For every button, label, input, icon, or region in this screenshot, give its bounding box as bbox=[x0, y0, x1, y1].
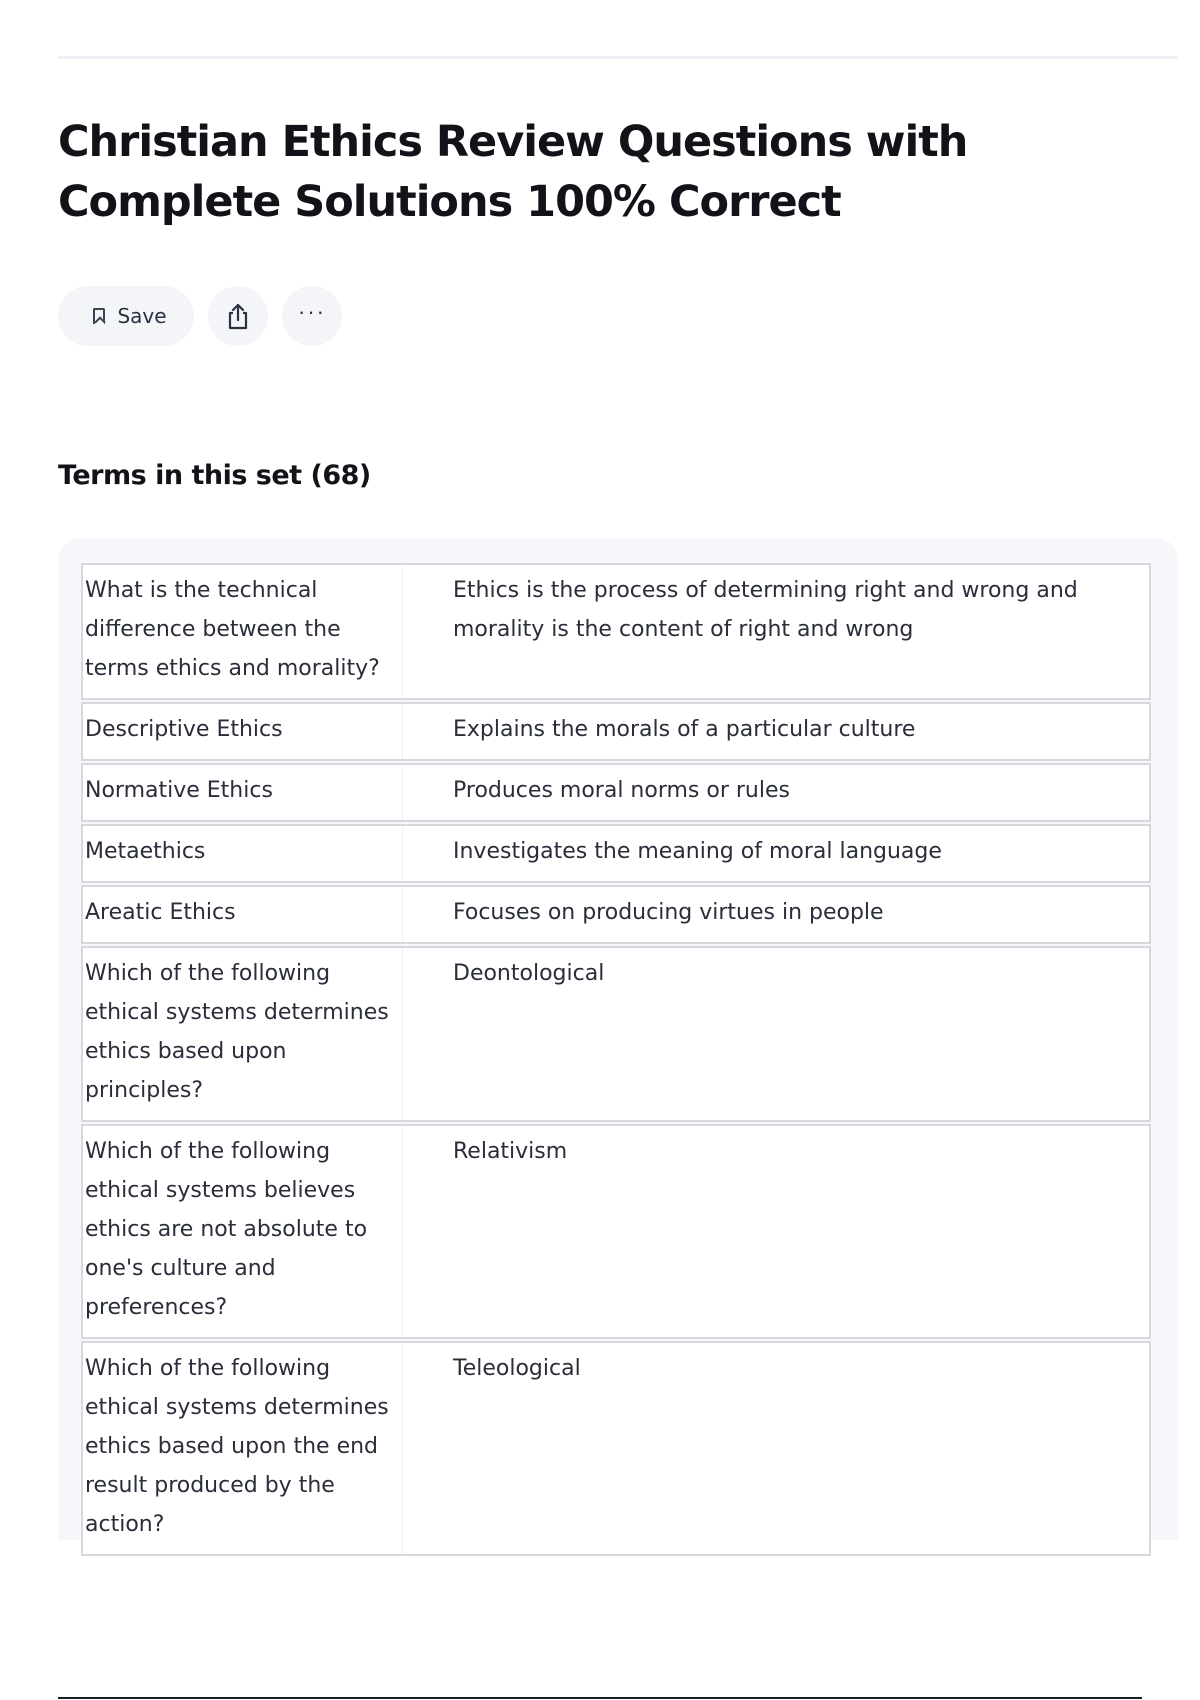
terms-heading: Terms in this set (68) bbox=[58, 460, 371, 491]
definition-cell: Focuses on producing virtues in people bbox=[453, 900, 884, 925]
bottom-divider bbox=[58, 1697, 1142, 1699]
terms-table bbox=[81, 563, 1151, 1558]
term-cell: What is the technical difference between the terms ethics and morality? bbox=[83, 565, 403, 698]
share-button[interactable] bbox=[208, 286, 268, 346]
page-title: Christian Ethics Review Questions with Complete Solutions 100% Correct bbox=[58, 117, 968, 227]
term-cell: Which of the following ethical systems determines ethics based upon the end result produced by the action? bbox=[83, 1343, 403, 1554]
term-cell: Areatic Ethics bbox=[83, 887, 403, 942]
save-button[interactable] bbox=[58, 286, 194, 346]
term-cell: Which of the following ethical systems believes ethics are not absolute to one's culture and preferences? bbox=[83, 1126, 403, 1337]
definition-cell: Relativism bbox=[453, 1139, 568, 1164]
share-icon bbox=[225, 302, 251, 330]
bookmark-icon bbox=[93, 308, 105, 324]
definition-cell: Produces moral norms or rules bbox=[453, 778, 790, 803]
term-cell: Which of the following ethical systems determines ethics based upon principles? bbox=[83, 948, 403, 1120]
term-cell: Descriptive Ethics bbox=[83, 704, 403, 759]
table-row bbox=[81, 1124, 1151, 1339]
definition-cell: Ethics is the process of determining right and wrong and morality is the content of right and wrong bbox=[453, 578, 1078, 642]
top-divider bbox=[58, 56, 1178, 59]
definition-cell: Investigates the meaning of moral language bbox=[453, 839, 942, 864]
definition-cell: Deontological bbox=[453, 961, 605, 986]
table-row bbox=[81, 763, 1151, 822]
definition-cell: Explains the morals of a particular culture bbox=[453, 717, 916, 742]
more-options-icon: ··· bbox=[298, 299, 326, 324]
table-row bbox=[81, 824, 1151, 883]
save-button-label: Save bbox=[117, 304, 167, 328]
more-options-button[interactable] bbox=[282, 286, 342, 346]
table-row bbox=[81, 702, 1151, 761]
table-row bbox=[81, 563, 1151, 700]
table-row bbox=[81, 1341, 1151, 1556]
action-bar bbox=[58, 286, 342, 346]
term-cell: Normative Ethics bbox=[83, 765, 403, 820]
table-row bbox=[81, 946, 1151, 1122]
table-row bbox=[81, 885, 1151, 944]
definition-cell: Teleological bbox=[453, 1356, 581, 1381]
term-cell: Metaethics bbox=[83, 826, 403, 881]
